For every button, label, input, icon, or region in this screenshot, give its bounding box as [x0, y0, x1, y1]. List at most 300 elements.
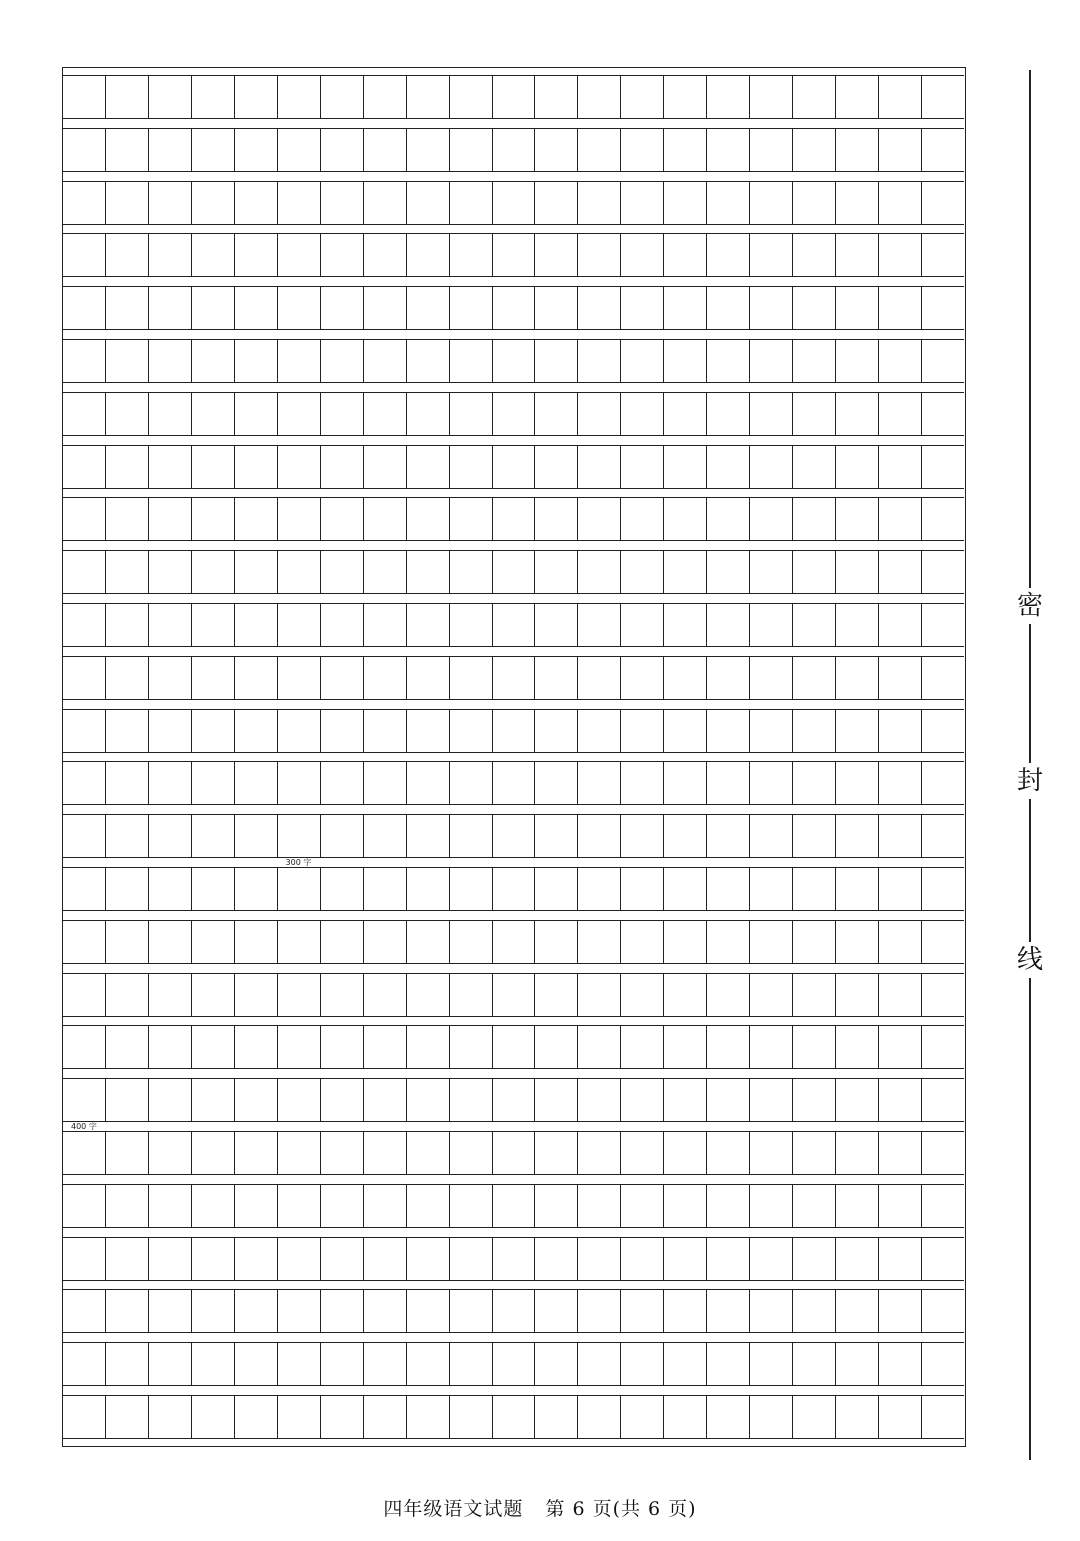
grid-cell[interactable] [879, 1185, 922, 1227]
grid-cell[interactable] [493, 921, 536, 963]
grid-cell[interactable] [321, 1238, 364, 1280]
grid-cell[interactable] [836, 1185, 879, 1227]
grid-cell[interactable] [707, 657, 750, 699]
grid-cell[interactable] [364, 1343, 407, 1385]
grid-cell[interactable] [535, 182, 578, 224]
grid-cell[interactable] [63, 921, 106, 963]
grid-cell[interactable] [836, 1238, 879, 1280]
grid-cell[interactable] [321, 1343, 364, 1385]
grid-cell[interactable] [364, 393, 407, 435]
grid-cell[interactable] [578, 393, 621, 435]
grid-cell[interactable] [621, 76, 664, 118]
grid-cell[interactable] [750, 234, 793, 276]
grid-cell[interactable] [793, 76, 836, 118]
grid-cell[interactable] [664, 1343, 707, 1385]
grid-cell[interactable] [535, 234, 578, 276]
grid-cell[interactable] [450, 921, 493, 963]
grid-cell[interactable] [922, 604, 964, 646]
grid-cell[interactable] [235, 182, 278, 224]
grid-cell[interactable] [278, 762, 321, 804]
grid-cell[interactable] [879, 446, 922, 488]
grid-cell[interactable] [364, 129, 407, 171]
grid-cell[interactable] [535, 1026, 578, 1068]
grid-cell[interactable] [235, 604, 278, 646]
grid-cell[interactable] [535, 129, 578, 171]
grid-cell[interactable] [106, 393, 149, 435]
grid-cell[interactable] [621, 234, 664, 276]
grid-cell[interactable] [879, 76, 922, 118]
grid-cell[interactable] [364, 287, 407, 329]
grid-cell[interactable] [664, 868, 707, 910]
grid-cell[interactable] [450, 762, 493, 804]
grid-cell[interactable] [750, 446, 793, 488]
grid-cell[interactable] [407, 234, 450, 276]
grid-cell[interactable] [664, 129, 707, 171]
grid-cell[interactable] [664, 498, 707, 540]
grid-cell[interactable] [578, 498, 621, 540]
grid-cell[interactable] [321, 1026, 364, 1068]
grid-cell[interactable] [707, 551, 750, 593]
grid-cell[interactable] [321, 551, 364, 593]
grid-cell[interactable] [450, 815, 493, 857]
grid-cell[interactable] [793, 498, 836, 540]
grid-cell[interactable] [836, 974, 879, 1016]
grid-cell[interactable] [621, 1290, 664, 1332]
grid-cell[interactable] [63, 287, 106, 329]
grid-cell[interactable] [707, 393, 750, 435]
grid-cell[interactable] [450, 76, 493, 118]
grid-cell[interactable] [192, 393, 235, 435]
grid-cell[interactable] [450, 710, 493, 752]
grid-cell[interactable] [578, 1396, 621, 1438]
grid-cell[interactable] [149, 815, 192, 857]
grid-cell[interactable] [450, 1290, 493, 1332]
grid-cell[interactable] [407, 604, 450, 646]
grid-cell[interactable] [450, 234, 493, 276]
grid-cell[interactable] [407, 921, 450, 963]
grid-cell[interactable] [321, 1079, 364, 1121]
grid-cell[interactable] [192, 287, 235, 329]
grid-cell[interactable] [235, 815, 278, 857]
grid-cell[interactable] [149, 1290, 192, 1332]
grid-cell[interactable] [106, 710, 149, 752]
grid-cell[interactable] [63, 393, 106, 435]
grid-cell[interactable] [235, 1026, 278, 1068]
grid-cell[interactable] [836, 815, 879, 857]
grid-cell[interactable] [750, 393, 793, 435]
grid-cell[interactable] [836, 551, 879, 593]
grid-cell[interactable] [836, 921, 879, 963]
grid-cell[interactable] [879, 1079, 922, 1121]
grid-cell[interactable] [192, 498, 235, 540]
grid-cell[interactable] [621, 710, 664, 752]
grid-cell[interactable] [879, 234, 922, 276]
grid-cell[interactable] [750, 287, 793, 329]
grid-cell[interactable] [364, 1396, 407, 1438]
grid-cell[interactable] [63, 1185, 106, 1227]
grid-cell[interactable] [235, 921, 278, 963]
grid-cell[interactable] [578, 974, 621, 1016]
grid-cell[interactable] [621, 287, 664, 329]
grid-cell[interactable] [407, 498, 450, 540]
grid-cell[interactable] [278, 815, 321, 857]
grid-cell[interactable] [535, 446, 578, 488]
grid-cell[interactable] [879, 815, 922, 857]
grid-cell[interactable] [750, 974, 793, 1016]
grid-cell[interactable] [879, 868, 922, 910]
grid-cell[interactable] [578, 710, 621, 752]
grid-cell[interactable] [707, 287, 750, 329]
grid-cell[interactable] [621, 393, 664, 435]
grid-cell[interactable] [535, 604, 578, 646]
grid-cell[interactable] [63, 340, 106, 382]
grid-cell[interactable] [450, 1132, 493, 1174]
grid-cell[interactable] [149, 762, 192, 804]
grid-cell[interactable] [578, 868, 621, 910]
grid-cell[interactable] [793, 974, 836, 1016]
grid-cell[interactable] [621, 921, 664, 963]
grid-cell[interactable] [493, 551, 536, 593]
grid-cell[interactable] [836, 76, 879, 118]
grid-cell[interactable] [106, 815, 149, 857]
grid-cell[interactable] [879, 340, 922, 382]
grid-cell[interactable] [879, 287, 922, 329]
grid-cell[interactable] [192, 974, 235, 1016]
grid-cell[interactable] [922, 551, 964, 593]
grid-cell[interactable] [278, 1238, 321, 1280]
grid-cell[interactable] [63, 974, 106, 1016]
grid-cell[interactable] [106, 129, 149, 171]
grid-cell[interactable] [750, 340, 793, 382]
grid-cell[interactable] [793, 604, 836, 646]
grid-cell[interactable] [664, 287, 707, 329]
grid-cell[interactable] [63, 1079, 106, 1121]
grid-cell[interactable] [450, 1238, 493, 1280]
grid-cell[interactable] [664, 1132, 707, 1174]
grid-cell[interactable] [278, 1343, 321, 1385]
grid-cell[interactable] [493, 974, 536, 1016]
grid-cell[interactable] [278, 710, 321, 752]
grid-cell[interactable] [63, 1343, 106, 1385]
grid-cell[interactable] [106, 340, 149, 382]
grid-cell[interactable] [321, 921, 364, 963]
grid-cell[interactable] [578, 287, 621, 329]
grid-cell[interactable] [836, 604, 879, 646]
grid-cell[interactable] [192, 1396, 235, 1438]
grid-cell[interactable] [235, 129, 278, 171]
grid-cell[interactable] [750, 1079, 793, 1121]
grid-cell[interactable] [836, 1290, 879, 1332]
grid-cell[interactable] [321, 868, 364, 910]
grid-cell[interactable] [535, 287, 578, 329]
grid-cell[interactable] [578, 762, 621, 804]
grid-cell[interactable] [106, 1343, 149, 1385]
grid-cell[interactable] [235, 287, 278, 329]
grid-cell[interactable] [63, 1132, 106, 1174]
grid-cell[interactable] [149, 551, 192, 593]
grid-cell[interactable] [793, 340, 836, 382]
grid-cell[interactable] [707, 1396, 750, 1438]
grid-cell[interactable] [664, 1026, 707, 1068]
grid-cell[interactable] [321, 287, 364, 329]
grid-cell[interactable] [793, 815, 836, 857]
grid-cell[interactable] [63, 1238, 106, 1280]
grid-cell[interactable] [793, 1290, 836, 1332]
grid-cell[interactable] [707, 129, 750, 171]
grid-cell[interactable] [321, 129, 364, 171]
grid-cell[interactable] [664, 604, 707, 646]
grid-cell[interactable] [106, 868, 149, 910]
grid-cell[interactable] [235, 1132, 278, 1174]
grid-cell[interactable] [578, 551, 621, 593]
grid-cell[interactable] [578, 129, 621, 171]
grid-cell[interactable] [106, 1290, 149, 1332]
grid-cell[interactable] [621, 498, 664, 540]
grid-cell[interactable] [621, 182, 664, 224]
grid-cell[interactable] [793, 446, 836, 488]
grid-cell[interactable] [407, 1132, 450, 1174]
grid-cell[interactable] [664, 710, 707, 752]
grid-cell[interactable] [493, 657, 536, 699]
grid-cell[interactable] [922, 1026, 964, 1068]
grid-cell[interactable] [493, 340, 536, 382]
grid-cell[interactable] [493, 1238, 536, 1280]
grid-cell[interactable] [63, 446, 106, 488]
grid-cell[interactable] [493, 1343, 536, 1385]
grid-cell[interactable] [278, 868, 321, 910]
grid-cell[interactable] [407, 1396, 450, 1438]
grid-cell[interactable] [922, 868, 964, 910]
grid-cell[interactable] [63, 1396, 106, 1438]
grid-cell[interactable] [750, 551, 793, 593]
grid-cell[interactable] [493, 76, 536, 118]
grid-cell[interactable] [364, 498, 407, 540]
grid-cell[interactable] [793, 234, 836, 276]
grid-cell[interactable] [793, 921, 836, 963]
grid-cell[interactable] [535, 551, 578, 593]
grid-cell[interactable] [450, 604, 493, 646]
grid-cell[interactable] [106, 1185, 149, 1227]
grid-cell[interactable] [578, 234, 621, 276]
grid-cell[interactable] [535, 340, 578, 382]
grid-cell[interactable] [278, 1026, 321, 1068]
grid-cell[interactable] [922, 1185, 964, 1227]
grid-cell[interactable] [793, 393, 836, 435]
grid-cell[interactable] [664, 1396, 707, 1438]
grid-cell[interactable] [407, 182, 450, 224]
grid-cell[interactable] [106, 762, 149, 804]
grid-cell[interactable] [192, 182, 235, 224]
grid-cell[interactable] [192, 1185, 235, 1227]
grid-cell[interactable] [879, 974, 922, 1016]
grid-cell[interactable] [750, 657, 793, 699]
grid-cell[interactable] [750, 182, 793, 224]
grid-cell[interactable] [278, 1132, 321, 1174]
grid-cell[interactable] [621, 1238, 664, 1280]
grid-cell[interactable] [922, 1079, 964, 1121]
grid-cell[interactable] [192, 762, 235, 804]
grid-cell[interactable] [836, 762, 879, 804]
grid-cell[interactable] [63, 76, 106, 118]
grid-cell[interactable] [364, 604, 407, 646]
grid-cell[interactable] [493, 815, 536, 857]
grid-cell[interactable] [664, 657, 707, 699]
grid-cell[interactable] [235, 1343, 278, 1385]
grid-cell[interactable] [879, 1132, 922, 1174]
grid-cell[interactable] [63, 1026, 106, 1068]
grid-cell[interactable] [535, 393, 578, 435]
grid-cell[interactable] [278, 498, 321, 540]
grid-cell[interactable] [836, 498, 879, 540]
grid-cell[interactable] [450, 974, 493, 1016]
grid-cell[interactable] [149, 1396, 192, 1438]
grid-cell[interactable] [63, 551, 106, 593]
grid-cell[interactable] [235, 868, 278, 910]
grid-cell[interactable] [879, 1343, 922, 1385]
grid-cell[interactable] [321, 234, 364, 276]
grid-cell[interactable] [493, 1079, 536, 1121]
grid-cell[interactable] [407, 287, 450, 329]
grid-cell[interactable] [707, 1343, 750, 1385]
grid-cell[interactable] [879, 762, 922, 804]
grid-cell[interactable] [407, 393, 450, 435]
grid-cell[interactable] [535, 657, 578, 699]
grid-cell[interactable] [235, 974, 278, 1016]
grid-cell[interactable] [192, 815, 235, 857]
grid-cell[interactable] [407, 1238, 450, 1280]
grid-cell[interactable] [535, 1132, 578, 1174]
grid-cell[interactable] [922, 815, 964, 857]
grid-cell[interactable] [278, 182, 321, 224]
grid-cell[interactable] [364, 1238, 407, 1280]
grid-cell[interactable] [922, 287, 964, 329]
grid-cell[interactable] [407, 446, 450, 488]
grid-cell[interactable] [364, 551, 407, 593]
grid-cell[interactable] [493, 1132, 536, 1174]
grid-cell[interactable] [149, 234, 192, 276]
grid-cell[interactable] [321, 974, 364, 1016]
grid-cell[interactable] [836, 129, 879, 171]
grid-cell[interactable] [450, 182, 493, 224]
grid-cell[interactable] [707, 1026, 750, 1068]
grid-cell[interactable] [793, 1079, 836, 1121]
grid-cell[interactable] [106, 498, 149, 540]
grid-cell[interactable] [621, 1185, 664, 1227]
grid-cell[interactable] [922, 1290, 964, 1332]
grid-cell[interactable] [192, 868, 235, 910]
grid-cell[interactable] [707, 234, 750, 276]
grid-cell[interactable] [278, 551, 321, 593]
grid-cell[interactable] [63, 604, 106, 646]
grid-cell[interactable] [836, 657, 879, 699]
grid-cell[interactable] [407, 76, 450, 118]
grid-cell[interactable] [793, 182, 836, 224]
grid-cell[interactable] [63, 868, 106, 910]
grid-cell[interactable] [450, 446, 493, 488]
grid-cell[interactable] [106, 657, 149, 699]
grid-cell[interactable] [407, 762, 450, 804]
grid-cell[interactable] [321, 76, 364, 118]
grid-cell[interactable] [235, 1290, 278, 1332]
grid-cell[interactable] [664, 1290, 707, 1332]
grid-cell[interactable] [664, 921, 707, 963]
grid-cell[interactable] [922, 129, 964, 171]
grid-cell[interactable] [407, 1079, 450, 1121]
grid-cell[interactable] [63, 657, 106, 699]
grid-cell[interactable] [664, 1185, 707, 1227]
grid-cell[interactable] [750, 1238, 793, 1280]
grid-cell[interactable] [364, 182, 407, 224]
grid-cell[interactable] [321, 1132, 364, 1174]
grid-cell[interactable] [836, 1343, 879, 1385]
grid-cell[interactable] [321, 1396, 364, 1438]
grid-cell[interactable] [235, 551, 278, 593]
grid-cell[interactable] [578, 921, 621, 963]
grid-cell[interactable] [836, 1132, 879, 1174]
grid-cell[interactable] [836, 234, 879, 276]
grid-cell[interactable] [278, 1185, 321, 1227]
grid-cell[interactable] [664, 393, 707, 435]
grid-cell[interactable] [535, 1343, 578, 1385]
grid-cell[interactable] [63, 710, 106, 752]
grid-cell[interactable] [879, 710, 922, 752]
grid-cell[interactable] [407, 657, 450, 699]
grid-cell[interactable] [922, 76, 964, 118]
grid-cell[interactable] [578, 1185, 621, 1227]
grid-cell[interactable] [149, 1185, 192, 1227]
grid-cell[interactable] [149, 1079, 192, 1121]
grid-cell[interactable] [793, 1026, 836, 1068]
grid-cell[interactable] [535, 710, 578, 752]
grid-cell[interactable] [149, 287, 192, 329]
grid-cell[interactable] [535, 498, 578, 540]
grid-cell[interactable] [707, 604, 750, 646]
grid-cell[interactable] [450, 1343, 493, 1385]
grid-cell[interactable] [235, 1396, 278, 1438]
grid-cell[interactable] [149, 498, 192, 540]
grid-cell[interactable] [493, 1185, 536, 1227]
grid-cell[interactable] [364, 1079, 407, 1121]
grid-cell[interactable] [664, 182, 707, 224]
grid-cell[interactable] [450, 498, 493, 540]
grid-cell[interactable] [707, 1290, 750, 1332]
grid-cell[interactable] [450, 551, 493, 593]
grid-cell[interactable] [106, 1026, 149, 1068]
grid-cell[interactable] [364, 234, 407, 276]
grid-cell[interactable] [493, 498, 536, 540]
grid-cell[interactable] [664, 234, 707, 276]
grid-cell[interactable] [493, 1396, 536, 1438]
grid-cell[interactable] [836, 868, 879, 910]
grid-cell[interactable] [922, 762, 964, 804]
grid-cell[interactable] [450, 657, 493, 699]
grid-cell[interactable] [793, 1343, 836, 1385]
grid-cell[interactable] [750, 1185, 793, 1227]
grid-cell[interactable] [750, 1290, 793, 1332]
grid-cell[interactable] [364, 762, 407, 804]
grid-cell[interactable] [535, 974, 578, 1016]
grid-cell[interactable] [364, 1132, 407, 1174]
grid-cell[interactable] [922, 182, 964, 224]
grid-cell[interactable] [621, 1079, 664, 1121]
grid-cell[interactable] [664, 551, 707, 593]
grid-cell[interactable] [407, 1185, 450, 1227]
grid-cell[interactable] [535, 762, 578, 804]
grid-cell[interactable] [793, 1185, 836, 1227]
grid-cell[interactable] [149, 710, 192, 752]
grid-cell[interactable] [192, 921, 235, 963]
grid-cell[interactable] [407, 868, 450, 910]
